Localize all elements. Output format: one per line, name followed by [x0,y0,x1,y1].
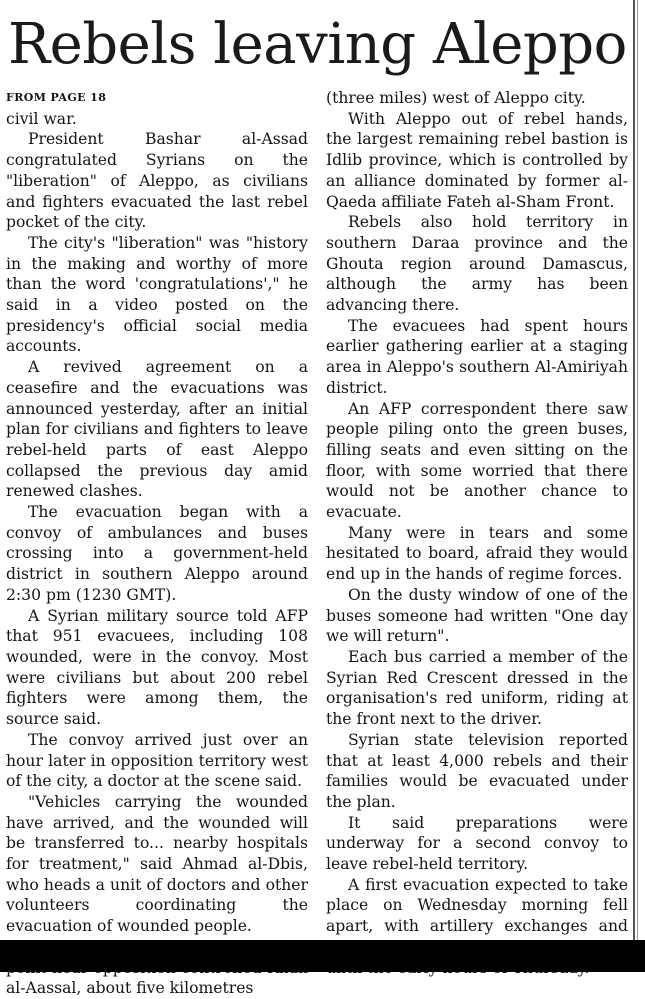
paragraph: A revived agreement on a ceasefire and the evacuations was announced yesterday, after an initial plan for civilians and fighters to leave rebel-held parts of east Aleppo collapsed the previous day amid renewed clashes. [6,358,308,501]
paragraph: A Syrian military source told AFP that 951 evacuees, including 108 wounded, were in the convoy. Most were civilians but about 200 rebel fighters were among them, the source said. [6,606,308,729]
paragraph: (three miles) west of Aleppo city. [326,89,586,107]
paragraph: An AFP correspondent there saw people piling onto the green buses, filling seats and even sitting on the floor, with some worried that there would not be another chance to evacuate. [326,399,628,522]
paragraph: Syrian state television reported that at least 4,000 rebels and their families would be evacuated under the plan. [326,730,628,811]
jump-line: FROM PAGE 18 [6,91,107,104]
paragraph: On the dusty window of one of the buses someone had written "One day we will return". [326,585,628,646]
article-column-2 [326,88,628,978]
scan-edge-bar [0,940,645,972]
paragraph: "Vehicles carrying the wounded have arrived, and the wounded will be transferred to... nearby hospitals for treatment," said Ahmad al-Dbis, who heads a unit of doctors and other volunteers coordinating the evacuation of wounded people. [6,792,308,936]
paragraph: Many were in tears and some hesitated to board, afraid they would end up in the hands of regime forces. [326,523,628,584]
paragraph: It said preparations were underway for a second convoy to leave rebel-held territory. [326,813,628,874]
paragraph: The convoy arrived just over an hour later in opposition territory west of the city, a doctor at the scene said. [6,730,308,791]
column-rule-thin [637,0,638,940]
paragraph: Rebels also hold territory in southern Daraa province and the Ghouta region around Damascus, although the army has been advancing there. [326,213,628,315]
paragraph: With Aleppo out of rebel hands, the largest remaining rebel bastion is Idlib province, which is controlled by an alliance dominated by former al-Qaeda affiliate Fateh al-Sham Front. [326,109,628,211]
column-rule [633,0,635,940]
paragraph: al-Aassal, about five kilometres [6,979,254,998]
paragraph: The evacuees had spent hours earlier gathering earlier at a staging area in Aleppo's southern Al-Amiriyah district. [326,316,628,397]
paragraph: civil war. [6,109,77,128]
paragraph: A first evacuation expected to take place on Wednesday morning fell apart, with artillery exchanges and [326,875,628,936]
paragraph: Each bus carried a member of the Syrian Red Crescent dressed in the organisation's red uniform, riding at the front next to the driver. [326,647,628,729]
headline: Rebels leaving Aleppo [8,12,627,77]
paragraph: The city's "liberation" was "history in the making and worthy of more than the word 'congratulations'," he said in a video posted on the presidency's official social media accounts. [6,233,308,356]
paragraph: The evacuation began with a convoy of ambulances and buses crossing into a government-held district in southern Aleppo around 2:30 pm (1230 GMT). [6,503,308,604]
article-column-1 [6,88,308,999]
paragraph: President Bashar al-Assad congratulated Syrians on the "liberation" of Aleppo, as civilians and fighters evacuated the last rebel pocket of the city. [6,130,308,232]
